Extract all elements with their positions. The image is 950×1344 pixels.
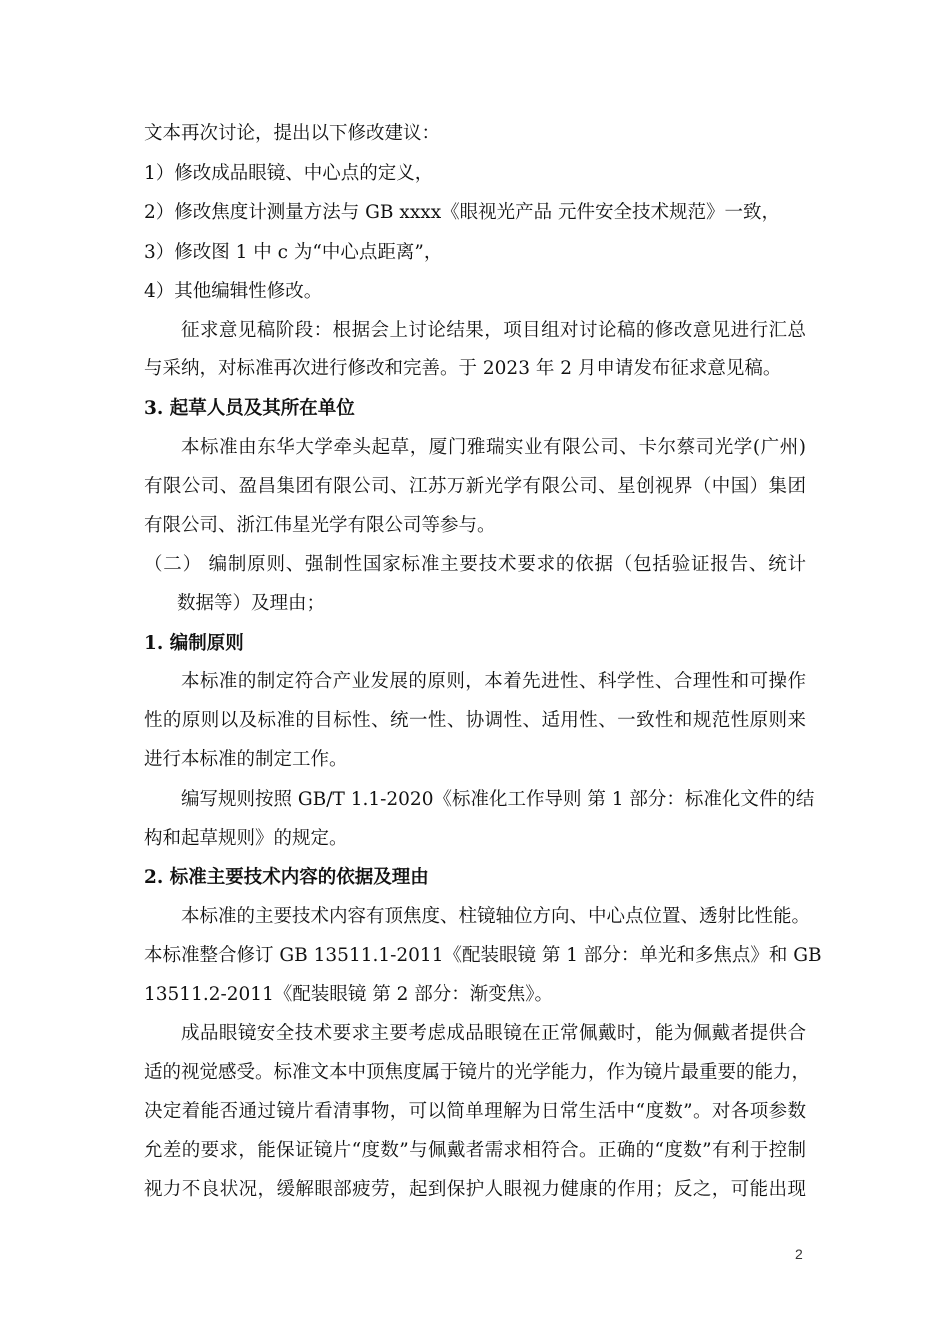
paragraph-line: 性的原则以及标准的目标性、统一性、协调性、适用性、一致性和规范性原则来 <box>144 710 806 731</box>
paragraph-line: 有限公司、浙江伟星光学有限公司等参与。 <box>144 515 496 536</box>
list-item: 4）其他编辑性修改。 <box>144 281 323 302</box>
page-number: 2 <box>795 1246 803 1262</box>
list-item: 3）修改图 1 中 c 为“中心点距离”， <box>144 242 443 263</box>
paragraph-line: 有限公司、盈昌集团有限公司、江苏万新光学有限公司、星创视界（中国）集团 <box>144 476 806 497</box>
paragraph-line: 13511.2-2011《配装眼镜 第 2 部分：渐变焦》。 <box>144 984 553 1005</box>
section-heading: 3. 起草人员及其所在单位 <box>144 398 355 419</box>
paragraph-line: 本标准由东华大学牵头起草，厦门雅瑞实业有限公司、卡尔蔡司光学(广州) <box>181 437 806 458</box>
list-item: 1）修改成品眼镜、中心点的定义， <box>144 163 434 184</box>
paragraph-line: 视力不良状况，缓解眼部疲劳，起到保护人眼视力健康的作用；反之，可能出现 <box>144 1179 806 1200</box>
paragraph-line: 本标准的制定符合产业发展的原则，本着先进性、科学性、合理性和可操作 <box>181 671 806 692</box>
paragraph-line: 决定着能否通过镜片看清事物，可以简单理解为日常生活中“度数”。对各项参数 <box>144 1101 806 1122</box>
text-line: 文本再次讨论，提出以下修改建议： <box>144 123 441 144</box>
section-heading: 2. 标准主要技术内容的依据及理由 <box>144 867 429 888</box>
paragraph-line: 进行本标准的制定工作。 <box>144 749 348 770</box>
section-heading: 1. 编制原则 <box>144 633 244 654</box>
paragraph-line: 与采纳，对标准再次进行修改和完善。于 2023 年 2 月申请发布征求意见稿。 <box>144 358 782 379</box>
section-heading: （二） 编制原则、强制性国家标准主要技术要求的依据（包括验证报告、统计 <box>144 554 806 575</box>
paragraph-line: 成品眼镜安全技术要求主要考虑成品眼镜在正常佩戴时，能为佩戴者提供合 <box>181 1023 806 1044</box>
paragraph-line: 本标准的主要技术内容有顶焦度、柱镜轴位方向、中心点位置、透射比性能。 <box>181 906 811 927</box>
paragraph-line: 允差的要求，能保证镜片“度数”与佩戴者需求相符合。正确的“度数”有利于控制 <box>144 1140 806 1161</box>
paragraph-line: 征求意见稿阶段：根据会上讨论结果，项目组对讨论稿的修改意见进行汇总 <box>181 320 806 341</box>
paragraph-line: 本标准整合修订 GB 13511.1-2011《配装眼镜 第 1 部分：单光和多焦点》和 GB <box>144 945 822 966</box>
paragraph-line: 构和起草规则》的规定。 <box>144 828 348 849</box>
paragraph-line: 编写规则按照 GB/T 1.1-2020《标准化工作导则 第 1 部分：标准化文件的结 <box>181 789 815 810</box>
list-item: 2）修改焦度计测量方法与 GB xxxx《眼视光产品 元件安全技术规范》一致， <box>144 202 781 223</box>
section-heading: 数据等）及理由； <box>177 593 326 614</box>
paragraph-line: 适的视觉感受。标准文本中顶焦度属于镜片的光学能力，作为镜片最重要的能力， <box>144 1062 811 1083</box>
